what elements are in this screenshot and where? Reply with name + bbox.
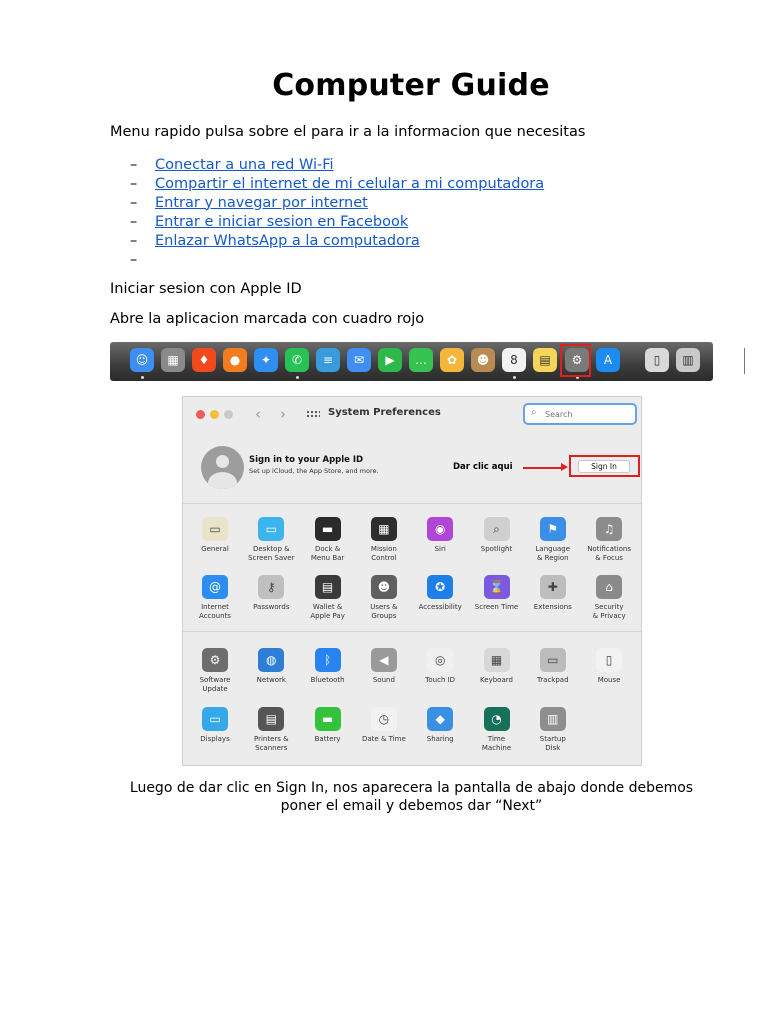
pane-language[interactable]	[525, 517, 581, 562]
list-item	[130, 250, 544, 269]
pane-security[interactable]	[581, 575, 637, 620]
general-icon: ▭	[202, 517, 228, 541]
pane-bluetooth[interactable]	[300, 648, 356, 685]
mail-icon: ✉	[347, 348, 371, 372]
window-titlebar	[183, 397, 641, 433]
forward-chevron-icon[interactable]: ›	[280, 405, 286, 423]
mission-control-icon: ▦	[371, 517, 397, 541]
pane-label: Wallet & Apple Pay	[310, 603, 345, 620]
pane-mission-control[interactable]	[356, 517, 412, 562]
photos-icon: ✿	[440, 348, 464, 372]
pane-desktop[interactable]	[243, 517, 299, 562]
pane-label: Dock & Menu Bar	[310, 545, 345, 562]
keyboard-icon: ▦	[484, 648, 510, 672]
startup-disk-icon: ▥	[540, 707, 566, 731]
bullet-dash: –	[130, 156, 138, 173]
page-title: Computer Guide	[272, 68, 550, 103]
pane-label: Battery	[314, 735, 341, 743]
apple-id-section	[183, 437, 641, 501]
pane-label: Siri	[434, 545, 446, 553]
bluetooth-icon: ᛒ	[315, 648, 341, 672]
pane-label: Keyboard	[480, 676, 513, 684]
internet-accounts-icon: @	[202, 575, 228, 599]
minimize-button[interactable]	[210, 410, 219, 419]
show-all-grid-icon[interactable]	[306, 410, 320, 419]
bullet-dash: –	[130, 251, 138, 268]
battery-icon: ▬	[315, 707, 341, 731]
pane-label: Accessibility	[418, 603, 462, 611]
pane-keyboard[interactable]	[469, 648, 525, 685]
accessibility-icon: ✪	[427, 575, 453, 599]
pane-label: Spotlight	[480, 545, 513, 553]
zoom-button[interactable]	[224, 410, 233, 419]
pane-startup-disk[interactable]	[525, 707, 581, 752]
dock-icon: ▬	[315, 517, 341, 541]
list-item	[130, 231, 544, 250]
annotation-text: Dar clic aqui	[453, 462, 513, 472]
pane-screen-time[interactable]	[469, 575, 525, 612]
pane-trackpad[interactable]	[525, 648, 581, 685]
sound-icon: ◀	[371, 648, 397, 672]
bullet-dash: –	[130, 232, 138, 249]
pane-users[interactable]	[356, 575, 412, 620]
wallet-icon: ▤	[315, 575, 341, 599]
software-update-icon: ⚙	[202, 648, 228, 672]
pane-label: Sharing	[426, 735, 454, 743]
pane-touch-id[interactable]	[412, 648, 468, 685]
apple-id-title: Sign in to your Apple ID	[249, 455, 364, 465]
pane-network[interactable]	[243, 648, 299, 685]
pane-label: Mission Control	[370, 545, 397, 562]
list-item	[130, 174, 544, 193]
notifications-icon: ♫	[596, 517, 622, 541]
sharing-icon: ◆	[427, 707, 453, 731]
bullet-dash: –	[130, 213, 138, 230]
pane-battery[interactable]	[300, 707, 356, 744]
firefox-icon: ●	[223, 348, 247, 372]
pane-siri[interactable]	[412, 517, 468, 554]
list-item	[130, 155, 544, 174]
pane-label: Desktop & Screen Saver	[248, 545, 295, 562]
pane-sound[interactable]	[356, 648, 412, 685]
pane-label: Sound	[372, 676, 395, 684]
pane-label: Internet Accounts	[199, 603, 231, 620]
pane-internet-accounts[interactable]	[187, 575, 243, 620]
pane-sharing[interactable]	[412, 707, 468, 744]
intro-text: Menu rapido pulsa sobre el para ir a la informacion que necesitas	[110, 124, 586, 140]
pane-label: Time Machine	[481, 735, 512, 752]
pane-label: Screen Time	[474, 603, 519, 611]
pane-printers[interactable]	[243, 707, 299, 752]
contacts-icon: ☻	[471, 348, 495, 372]
pane-label: Extensions	[533, 603, 572, 611]
safari-icon: ✦	[254, 348, 278, 372]
network-icon: ◍	[258, 648, 284, 672]
pane-accessibility[interactable]	[412, 575, 468, 612]
bullet-dash: –	[130, 194, 138, 211]
passwords-icon: ⚷	[258, 575, 284, 599]
system-preferences-icon: ⚙	[565, 348, 589, 372]
running-indicator	[296, 376, 299, 379]
pane-label: Passwords	[253, 603, 290, 611]
extensions-icon: ✚	[540, 575, 566, 599]
pane-general[interactable]	[187, 517, 243, 554]
pane-displays[interactable]	[187, 707, 243, 744]
trackpad-icon: ▭	[540, 648, 566, 672]
calendar-icon: 8	[502, 348, 526, 372]
notes-icon: ▤	[533, 348, 557, 372]
link-whatsapp[interactable]: Enlazar WhatsApp a la computadora	[155, 232, 420, 249]
quick-menu	[130, 155, 544, 269]
users-icon: ☻	[371, 575, 397, 599]
pane-label: Notifications & Focus	[587, 545, 631, 562]
link-facebook[interactable]: Entrar e iniciar sesion en Facebook	[155, 213, 409, 230]
link-browse-internet[interactable]: Entrar y navegar por internet	[155, 194, 368, 211]
pane-label: Users & Groups	[370, 603, 398, 620]
pane-label: Software Update	[199, 676, 231, 693]
window-title: System Preferences	[328, 407, 441, 418]
instruction-text: Abre la aplicacion marcada con cuadro rojo	[110, 311, 425, 327]
close-button[interactable]	[196, 410, 205, 419]
running-indicator	[513, 376, 516, 379]
mouse-icon: ▯	[596, 648, 622, 672]
messages-icon: …	[409, 348, 433, 372]
link-hotspot[interactable]: Compartir el internet de mi celular a mi computadora	[155, 175, 545, 192]
system-preferences-window	[182, 396, 642, 766]
back-chevron-icon[interactable]: ‹	[255, 405, 261, 423]
dock-separator	[744, 348, 745, 374]
pane-passwords[interactable]	[243, 575, 299, 612]
apple-id-subtitle: Set up iCloud, the App Store, and more.	[249, 467, 379, 475]
spotlight-icon: ⌕	[484, 517, 510, 541]
highlight-box	[569, 455, 640, 477]
documents-icon: ▯	[645, 348, 669, 372]
launchpad-icon: ▦	[161, 348, 185, 372]
pane-label: Bluetooth	[310, 676, 345, 684]
highlight-box	[560, 344, 591, 377]
whatsapp-icon: ✆	[285, 348, 309, 372]
screen-time-icon: ⌛	[484, 575, 510, 599]
pane-wallet[interactable]	[300, 575, 356, 620]
divider	[183, 631, 641, 632]
pane-label: Touch ID	[425, 676, 456, 684]
list-item	[130, 193, 544, 212]
time-machine-icon: ◔	[484, 707, 510, 731]
pane-date-time[interactable]	[356, 707, 412, 744]
language-icon: ⚑	[540, 517, 566, 541]
avatar-head	[216, 455, 229, 468]
stacks-icon: ≡	[316, 348, 340, 372]
pane-dock[interactable]	[300, 517, 356, 562]
desktop-icon: ▭	[258, 517, 284, 541]
link-wifi[interactable]: Conectar a una red Wi-Fi	[155, 156, 334, 173]
printers-icon: ▤	[258, 707, 284, 731]
date-time-icon: ◷	[371, 707, 397, 731]
pane-label: Network	[256, 676, 286, 684]
pane-label: Mouse	[597, 676, 621, 684]
list-item	[130, 212, 544, 231]
pane-spotlight[interactable]	[469, 517, 525, 554]
caption-text: Luego de dar clic en Sign In, nos aparecera la pantalla de abajo donde debemos poner el email y debemos dar “Next”	[129, 780, 694, 814]
pane-label: General	[201, 545, 229, 553]
security-icon: ⌂	[596, 575, 622, 599]
pane-label: Security & Privacy	[592, 603, 626, 620]
search-field[interactable]	[523, 403, 637, 425]
pane-label: Language & Region	[535, 545, 571, 562]
siri-icon: ◉	[427, 517, 453, 541]
running-indicator	[141, 376, 144, 379]
avatar	[201, 446, 244, 489]
pane-label: Date & Time	[362, 735, 406, 743]
pane-notifications[interactable]	[581, 517, 637, 562]
pane-label: Startup Disk	[539, 735, 566, 752]
finder-icon: ☺	[130, 348, 154, 372]
facetime-icon: ▶	[378, 348, 402, 372]
displays-icon: ▭	[202, 707, 228, 731]
divider	[183, 503, 641, 504]
bullet-dash: –	[130, 175, 138, 192]
app-store-icon: A	[596, 348, 620, 372]
avatar-body	[208, 472, 237, 489]
arrow-head-icon	[561, 463, 568, 471]
pane-mouse[interactable]	[581, 648, 637, 685]
pane-label: Printers & Scanners	[253, 735, 289, 752]
touch-id-icon: ◎	[427, 648, 453, 672]
pane-extensions[interactable]	[525, 575, 581, 612]
pane-label: Displays	[200, 735, 230, 743]
brave-icon: ♦	[192, 348, 216, 372]
dock-screenshot	[110, 342, 713, 381]
pane-software-update[interactable]	[187, 648, 243, 693]
search-icon: ⌕	[531, 407, 537, 418]
section-heading: Iniciar sesion con Apple ID	[110, 281, 302, 297]
sign-in-button[interactable]: Sign In	[578, 460, 630, 473]
pane-time-machine[interactable]	[469, 707, 525, 752]
pane-label: Trackpad	[537, 676, 569, 684]
search-input[interactable]	[545, 407, 631, 421]
annotation-arrow	[523, 467, 563, 469]
trash-icon: ▥	[676, 348, 700, 372]
